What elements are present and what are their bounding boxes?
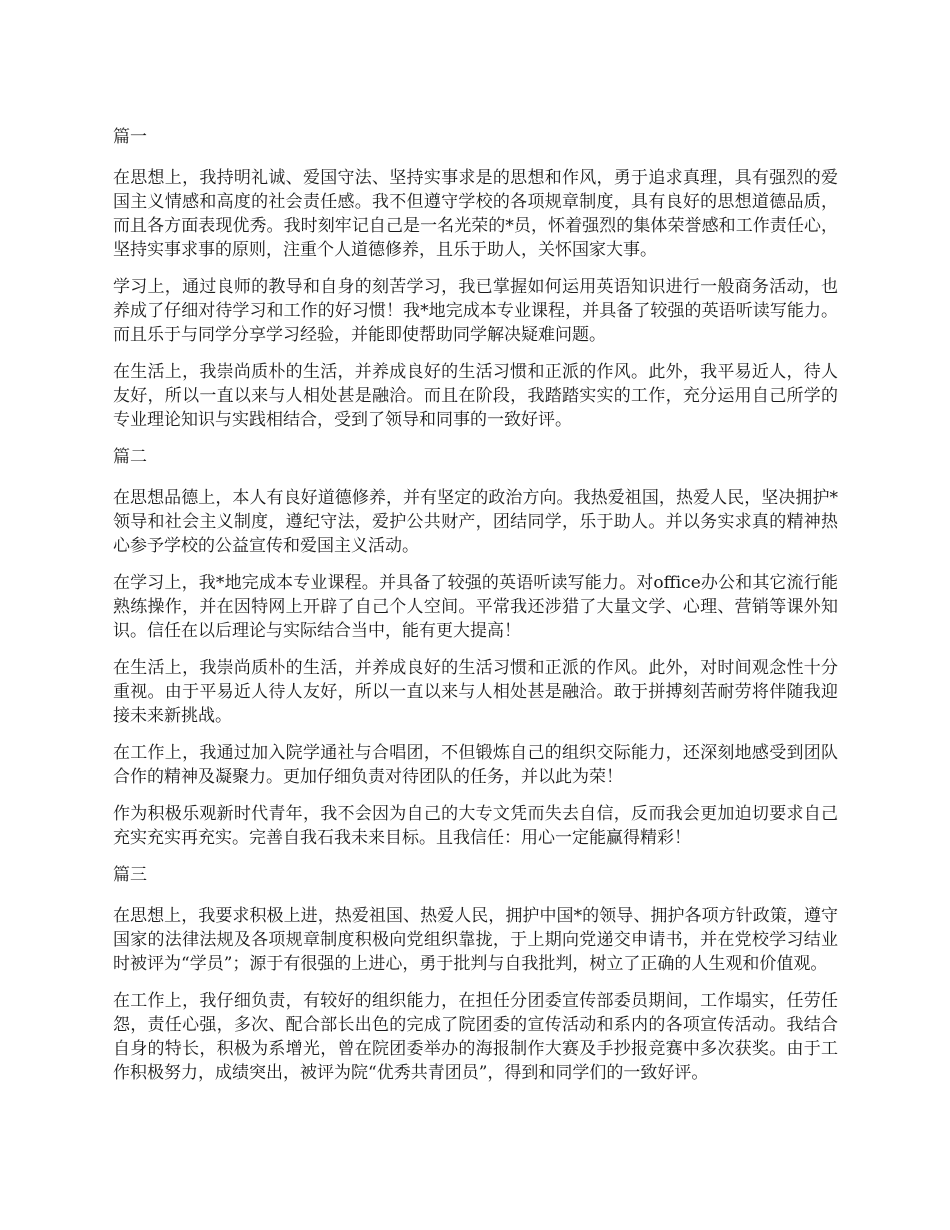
paragraph: 在工作上，我通过加入院学通社与合唱团，不但锻炼自己的组织交际能力，还深刻地感受到团队合作的精神及凝聚力。更加仔细负责对待团队的任务，并以此为荣！ [113,743,838,787]
section-2 [113,445,838,850]
paragraph: 在思想上，我要求积极上进，热爱祖国、热爱人民，拥护中国*的领导、拥护各项方针政策，遵守国家的法律法规及各项规章制度积极向党组织靠拢，于上期向党递交申请书，并在党校学习结业时被评为“学员”；源于有很强的上进心，勇于批判与自我批判，树立了正确的人生观和价值观。 [113,906,838,974]
section-heading: 篇一 [113,127,147,147]
section-heading: 篇三 [113,865,147,885]
section-3 [113,863,838,1085]
document-page [113,125,838,1098]
paragraph: 在学习上，我*地完成本专业课程。并具备了较强的英语听读写能力。对office办公和其它流行能熟练操作，并在因特网上开辟了自己个人空间。平常我还涉猎了大量文学、心理、营销等课外知识。信任在以后理论与实际结合当中，能有更大提高！ [113,573,838,641]
paragraph: 在思想品德上，本人有良好道德修养，并有坚定的政治方向。我热爱祖国，热爱人民，坚决拥护*领导和社会主义制度，遵纪守法，爱护公共财产，团结同学，乐于助人。并以务实求真的精神热心参予学校的公益宣传和爱国主义活动。 [113,488,838,556]
paragraph: 学习上，通过良师的教导和自身的刻苦学习，我已掌握如何运用英语知识进行一般商务活动，也养成了仔细对待学习和工作的好习惯！我*地完成本专业课程，并具备了较强的英语听读写能力。而且乐于与同学分享学习经验，并能即使帮助同学解决疑难问题。 [113,277,838,345]
paragraph: 作为积极乐观新时代青年，我不会因为自己的大专文凭而失去自信，反而我会更加迫切要求自己充实充实再充实。完善自我石我未来目标。且我信任：用心一定能赢得精彩！ [113,804,838,848]
paragraph: 在工作上，我仔细负责，有较好的组织能力，在担任分团委宣传部委员期间，工作塌实，任劳任怨，责任心强，多次、配合部长出色的完成了院团委的宣传活动和系内的各项宣传活动。我结合自身的特长，积极为系增光，曾在院团委举办的海报制作大赛及手抄报竞赛中多次获奖。由于工作积极努力，成绩突出，被评为院“优秀共青团员”，得到和同学们的一致好评。 [113,991,838,1083]
paragraph: 在生活上，我崇尚质朴的生活，并养成良好的生活习惯和正派的作风。此外，我平易近人，待人友好，所以一直以来与人相处甚是融洽。而且在阶段，我踏踏实实的工作，充分运用自己所学的专业理论知识与实践相结合，受到了领导和同事的一致好评。 [113,362,838,430]
paragraph: 在思想上，我持明礼诚、爱国守法、坚持实事求是的思想和作风，勇于追求真理，具有强烈的爱国主义情感和高度的社会责任感。我不但遵守学校的各项规章制度，具有良好的思想道德品质，而且各方面表现优秀。我时刻牢记自己是一名光荣的*员，怀着强烈的集体荣誉感和工作责任心，坚持实事求事的原则，注重个人道德修养，且乐于助人，关怀国家大事。 [113,168,838,260]
section-1 [113,125,838,432]
section-heading: 篇二 [113,447,147,467]
paragraph: 在生活上，我崇尚质朴的生活，并养成良好的生活习惯和正派的作风。此外，对时间观念性十分重视。由于平易近人待人友好，所以一直以来与人相处甚是融洽。敢于拼搏刻苦耐劳将伴随我迎接未来新挑战。 [113,658,838,726]
